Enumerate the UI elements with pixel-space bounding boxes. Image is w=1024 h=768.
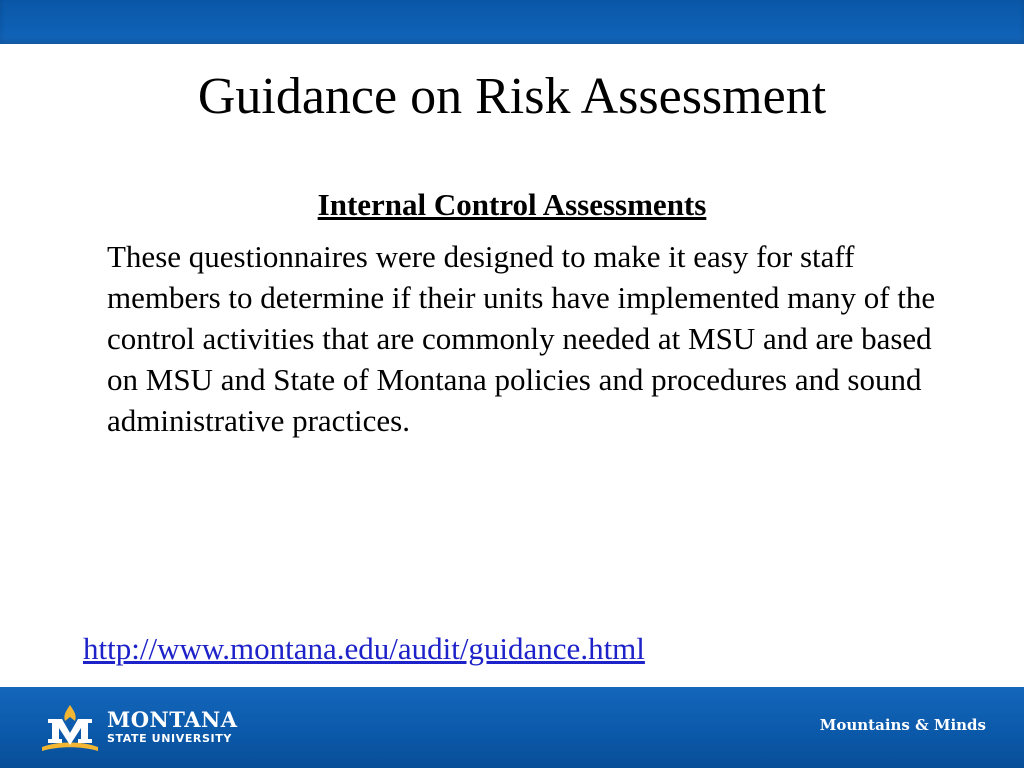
footer-bar (0, 687, 1024, 768)
msu-m-logo-icon (38, 703, 102, 755)
slide-title: Guidance on Risk Assessment (197, 68, 827, 125)
section-heading: Internal Control Assessments (317, 187, 707, 222)
brand-subtitle: STATE UNIVERSITY (107, 732, 232, 745)
top-banner (0, 0, 1024, 44)
body-paragraph: These questionnaires were designed to make it easy for staff members to determine if their units have implemented many of the control activities that are commonly needed at MSU and are based on MSU and State of Montana policies and procedures and sound administrative practices. (107, 239, 936, 438)
brand-name: MONTANA (107, 707, 238, 732)
tagline: Mountains & Minds (819, 716, 986, 734)
guidance-link[interactable]: http://www.montana.edu/audit/guidance.html (83, 631, 645, 666)
